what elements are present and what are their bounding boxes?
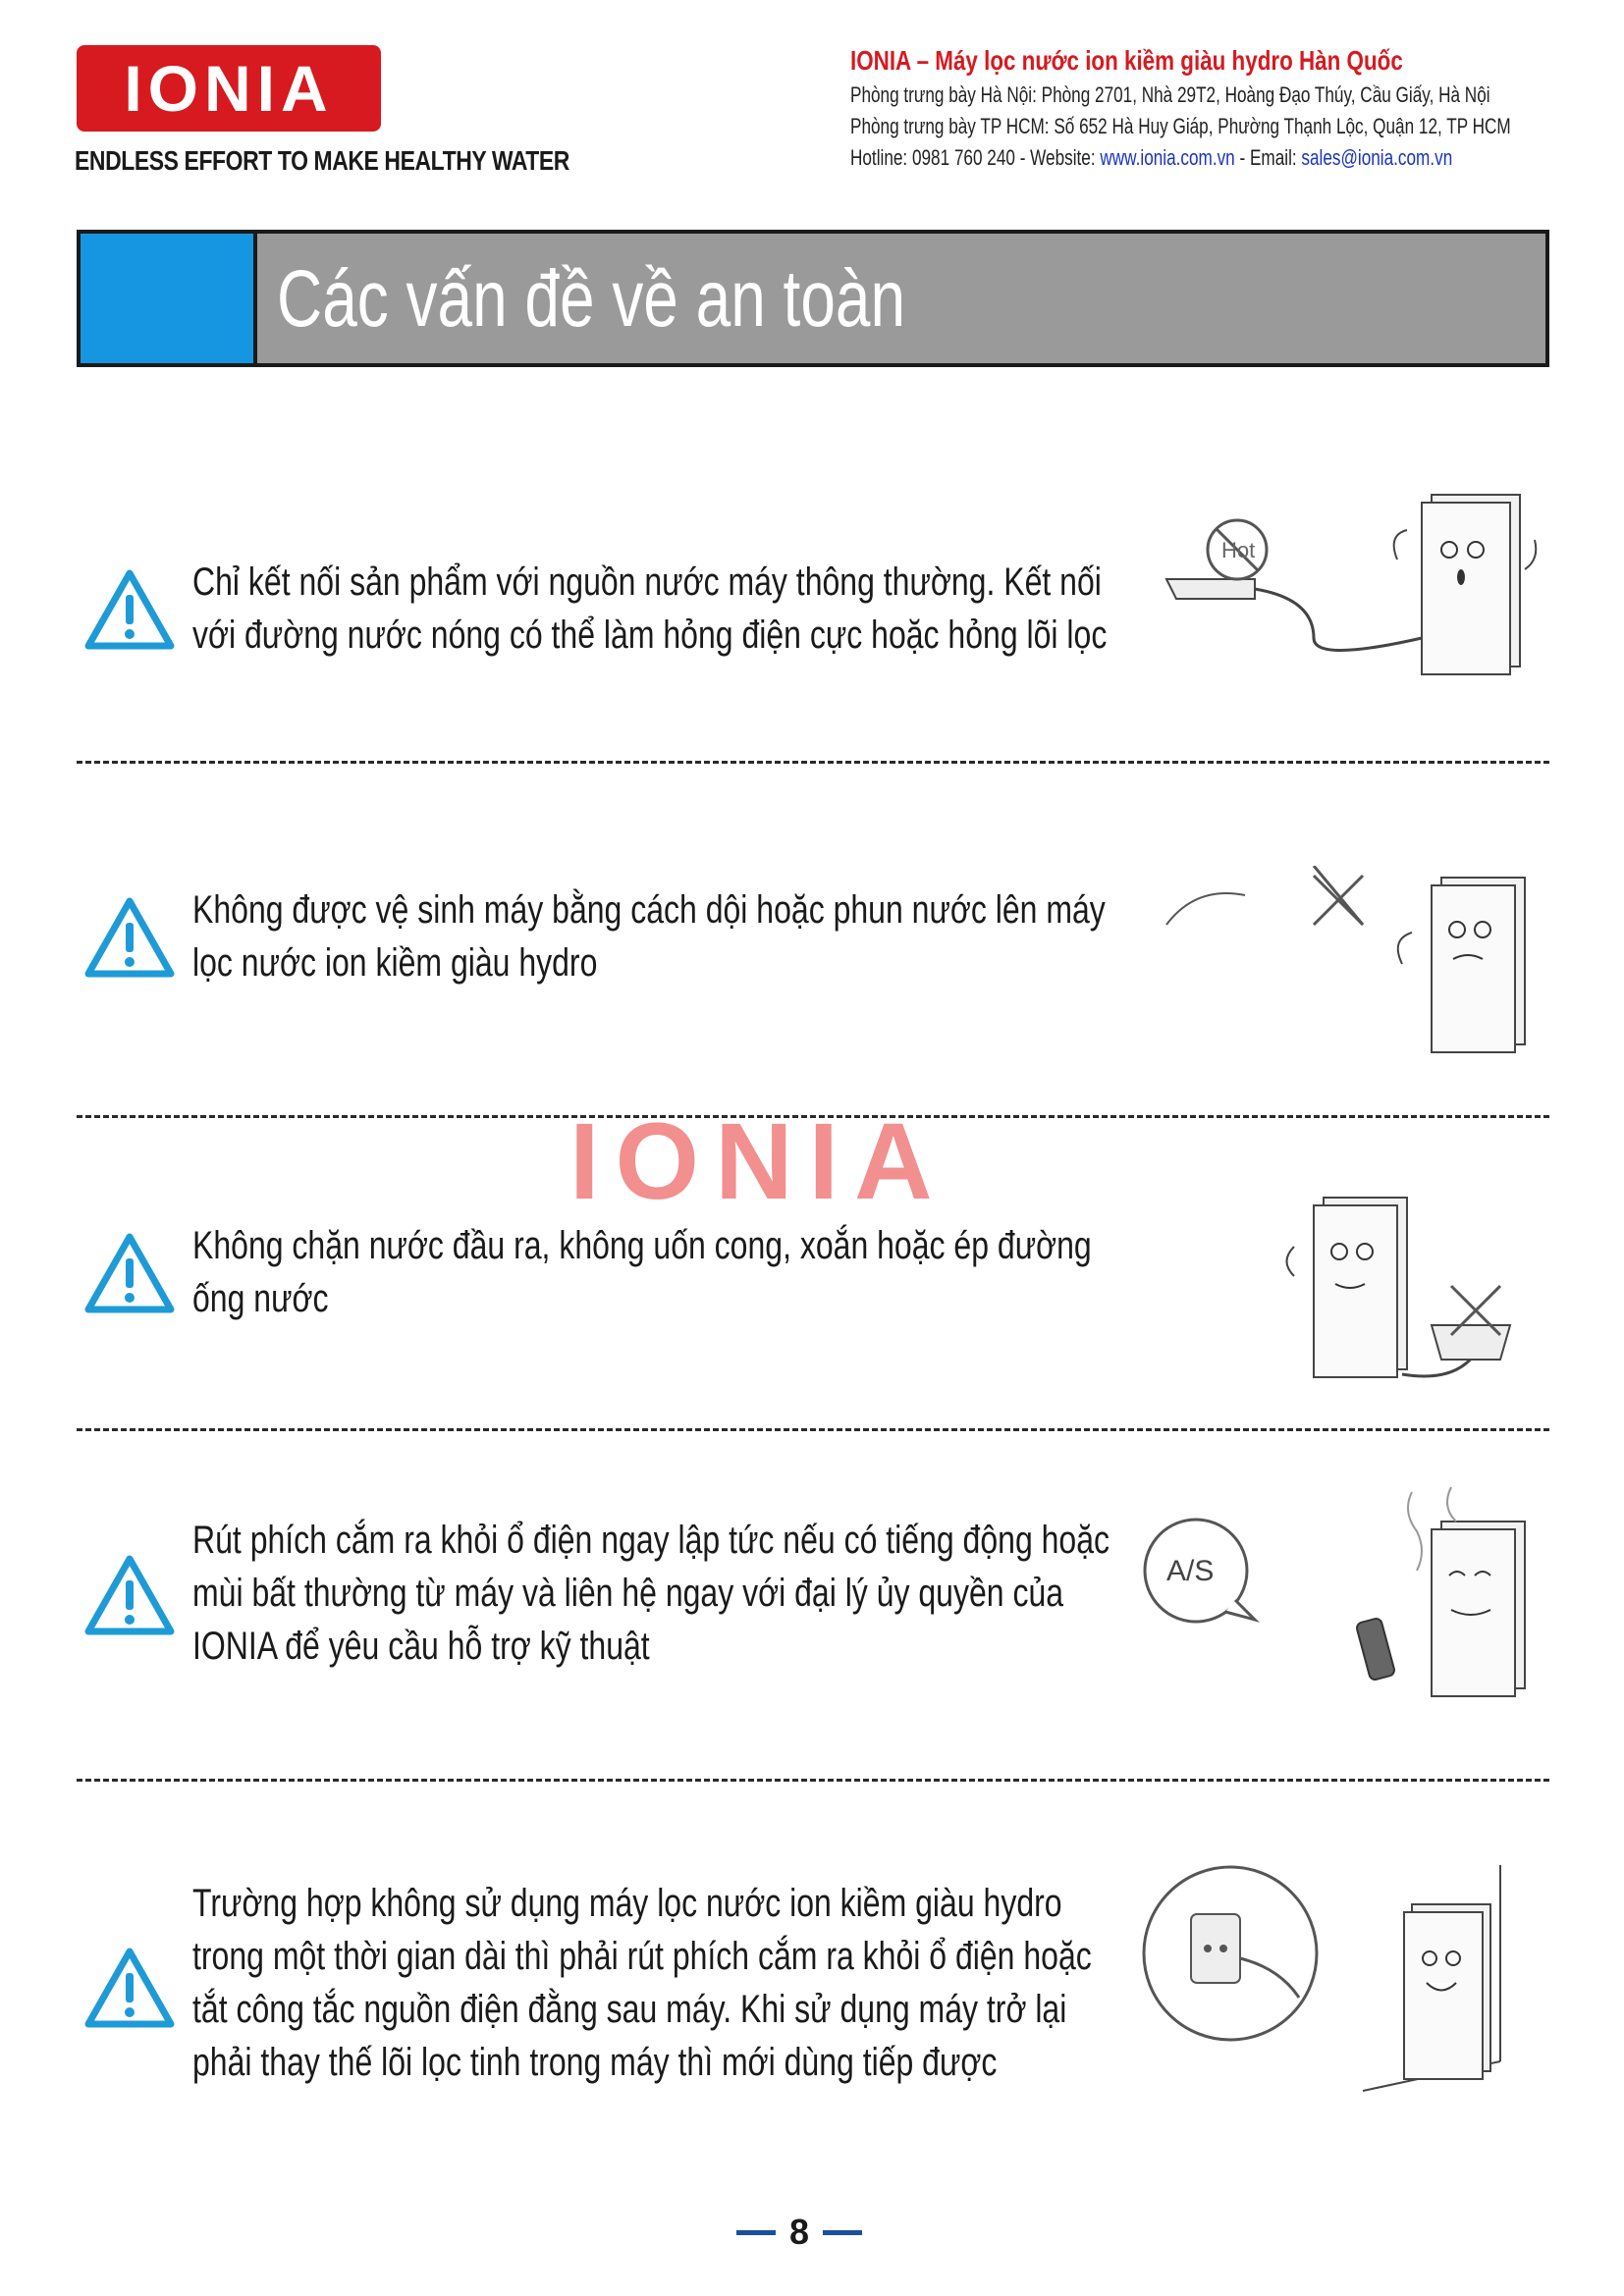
as-label: A/S [1166, 1555, 1215, 1587]
text-line: Không chặn nước đầu ra, không uốn cong, xoắn hoặc ép đường [192, 1224, 1092, 1267]
tagline: ENDLESS EFFORT TO MAKE HEALTHY WATER [75, 145, 569, 176]
logo-text: IONIA [124, 52, 334, 125]
banner-accent [81, 234, 257, 363]
text-line: IONIA để yêu cầu hỗ trợ kỹ thuật [192, 1625, 650, 1668]
text-line: trong một thời gian dài thì phải rút phích cắm ra khỏi ổ điện hoặc [192, 1935, 1092, 1978]
text-line: với đường nước nóng có thể làm hỏng điện cực hoặc hỏng lõi lọc [192, 614, 1108, 657]
page-number [731, 2213, 868, 2252]
text-line: lọc nước ion kiềm giàu hydro [192, 941, 598, 985]
section-divider [77, 761, 1549, 764]
safety-item-text [192, 1514, 1145, 1673]
section-divider [77, 1779, 1549, 1782]
warning-triangle-icon [82, 1553, 177, 1637]
text-line: mùi bất thường từ máy và liên hệ ngay với đại lý ủy quyền của [192, 1572, 1064, 1615]
text-line: ống nước [192, 1277, 329, 1320]
text-line: tắt công tắc nguồn điện đằng sau máy. Khi sử dụng máy trở lại [192, 1988, 1067, 2031]
warning-triangle-icon [82, 1946, 177, 2030]
safety-item-text [192, 556, 1145, 662]
no-blocking-hose-illustration [1137, 1178, 1549, 1394]
page-number-bar-left [736, 2230, 776, 2235]
text-line: Chỉ kết nối sản phẩm với nguồn nước máy thông thường. Kết nối [192, 561, 1102, 604]
email-link[interactable]: sales@ionia.com.vn [1301, 145, 1453, 170]
no-water-spray-illustration [1137, 866, 1549, 1062]
unplug-illustration [1137, 1865, 1549, 2101]
section-banner [77, 230, 1549, 367]
company-info [850, 45, 1547, 171]
section-title: Các vấn đề về an toàn [277, 254, 906, 344]
hot-water-illustration [1137, 491, 1549, 687]
section-divider [77, 1115, 1549, 1118]
warning-triangle-icon [82, 895, 177, 980]
section-divider [77, 1428, 1549, 1431]
page-number-text: 8 [788, 2212, 810, 2252]
website-link[interactable]: www.ionia.com.vn [1100, 145, 1235, 170]
text-line: Trường hợp không sử dụng máy lọc nước ion kiềm giàu hydro [192, 1882, 1062, 1925]
watermark: IONIA [569, 1101, 948, 1222]
warning-triangle-icon [82, 1231, 177, 1315]
safety-item-text [192, 1877, 1145, 2089]
hot-label: Hot [1221, 538, 1256, 562]
warning-triangle-icon [82, 567, 177, 652]
text-line: Rút phích cắm ra khỏi ổ điện ngay lập tức nếu có tiếng động hoặc [192, 1519, 1110, 1562]
safety-item-text [192, 883, 1145, 989]
showroom-hanoi: Phòng trưng bày Hà Nội: Phòng 2701, Nhà 29T2, Hoàng Đạo Thúy, Cầu Giấy, Hà Nội [850, 82, 1490, 107]
showroom-hcm: Phòng trưng bày TP HCM: Số 652 Hà Huy Giáp, Phường Thạnh Lộc, Quận 12, TP HCM [850, 114, 1511, 138]
text-line: phải thay thế lõi lọc tinh trong máy thì mới dùng tiếp được [192, 2041, 998, 2084]
email-label: - Email: [1234, 145, 1302, 170]
hotline-label: Hotline: 0981 760 240 - Website: [850, 145, 1101, 170]
company-title: IONIA – Máy lọc nước ion kiềm giàu hydro Hàn Quốc [850, 45, 1403, 76]
ionia-logo [77, 45, 381, 132]
safety-item-text [192, 1219, 1145, 1325]
page-number-bar-right [823, 2230, 862, 2235]
contact-line [850, 145, 1453, 171]
service-call-illustration [1137, 1482, 1549, 1708]
text-line: Không được vệ sinh máy bằng cách dội hoặc phun nước lên máy [192, 888, 1106, 932]
